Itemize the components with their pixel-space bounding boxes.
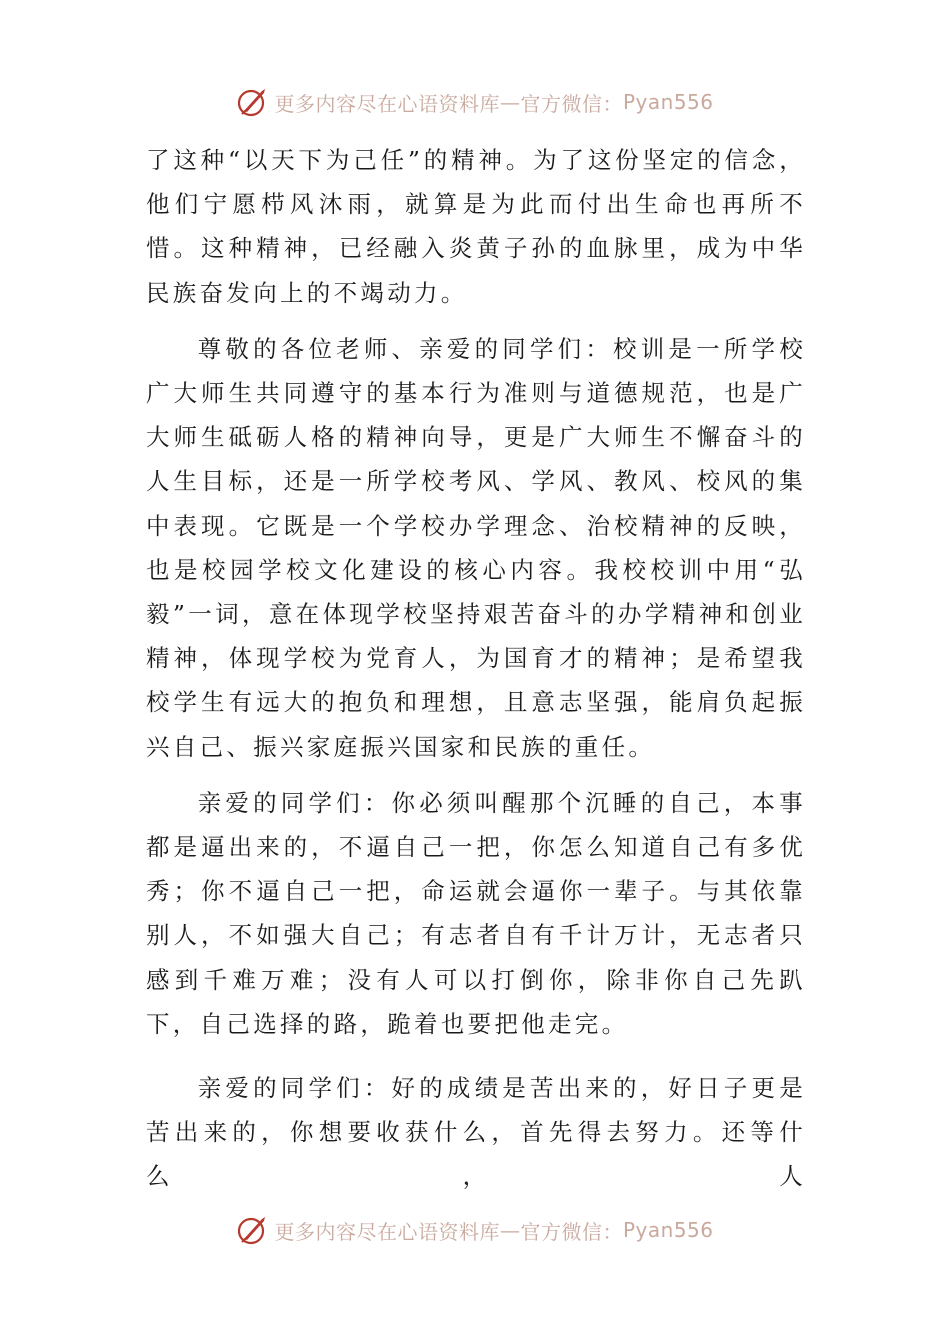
paragraph-3: 亲爱的同学们：你必须叫醒那个沉睡的自己，本事都是逼出来的，不逼自己一把，你怎么知道自己有多优秀；你不逼自己一把，命运就会逼你一辈子。与其依靠别人，不如强大自己；有志者自有千计万计，无志者只感到千难万难；没有人可以打倒你，除非你自己先趴下，自己选择的路，跪着也要把他走完。 — [146, 788, 806, 1038]
document-body — [146, 138, 806, 1243]
banner-dash: — — [499, 90, 521, 114]
header-watermark-banner — [0, 82, 950, 122]
paragraph-4: 亲爱的同学们：好的成绩是苦出来的，好日子更是苦出来的，你想要收获什么，首先得去努力。还等什么，人 — [146, 1074, 806, 1191]
banner-prefix: 更多内容尽在心语资料库 — [274, 1219, 500, 1244]
paragraph-1: 了这种“以天下为己任”的精神。为了这份坚定的信念，他们宁愿栉风沐雨，就算是为此而付出生命也再所不惜。这种精神，已经融入炎黄子孙的血脉里，成为中华民族奋发向上的不竭动力。 — [146, 146, 806, 307]
banner-label: 官方微信： — [520, 1219, 623, 1244]
quill-pen-logo-icon — [236, 1213, 270, 1247]
footer-watermark-banner — [0, 1210, 950, 1250]
banner-wechat-id: Pyan556 — [622, 1218, 714, 1242]
banner-dash: — — [499, 1218, 521, 1242]
banner-wechat-id: Pyan556 — [622, 90, 714, 114]
paragraph-2: 尊敬的各位老师、亲爱的同学们：校训是一所学校广大师生共同遵守的基本行为准则与道德规范，也是广大师生砥砺人格的精神向导，更是广大师生不懈奋斗的人生目标，还是一所学校考风、学风、教风、校风的集中表现。它既是一个学校办学理念、治校精神的反映，也是校园学校文化建设的核心内容。我校校训中用“弘毅”一词，意在体现学校坚持艰苦奋斗的办学精神和创业精神，体现学校为党育人，为国育才的精神；是希望我校学生有远大的抱负和理想，且意志坚强，能肩负起振兴自己、振兴家庭振兴国家和民族的重任。 — [146, 334, 806, 761]
banner-prefix: 更多内容尽在心语资料库 — [274, 91, 500, 116]
banner-label: 官方微信： — [520, 91, 623, 116]
quill-pen-logo-icon — [236, 85, 270, 119]
